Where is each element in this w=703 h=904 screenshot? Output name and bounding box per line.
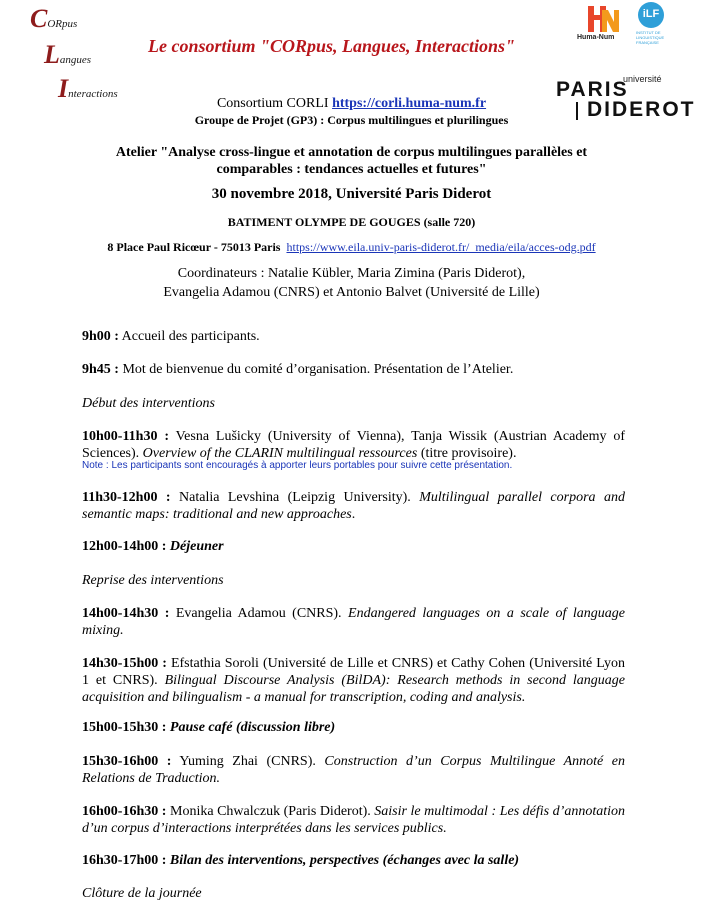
program-item: 16h00-16h30 : Monika Chwalczuk (Paris Diderot). Saisir le multimodal : Les défis d’annotation d’un corpus d’interactions interprétées dans les services publics. <box>82 804 625 836</box>
coordinators: Coordinateurs : Natalie Kübler, Maria Zimina (Paris Diderot), Evangelia Adamou (CNRS) et Antonio Balvet (Université de Lille) <box>163 266 540 300</box>
consortium-title: Le consortium "CORpus, Langues, Interactions" <box>148 36 516 56</box>
closing-label: Clôture de la journée <box>82 886 202 901</box>
section-label: Début des interventions <box>82 396 215 411</box>
paris-diderot-diderot: DIDEROT <box>587 98 696 121</box>
corli-logo-line-3: Interactions <box>58 74 118 103</box>
ilf-logo: iLF <box>638 2 664 28</box>
corli-logo-line-2: Langues <box>44 40 92 69</box>
program-item: 16h30-17h00 : Bilan des interventions, perspectives (échanges avec la salle) <box>82 853 520 868</box>
ilf-subtitle: INSTITUT DE LINGUISTIQUE FRANÇAISE <box>636 30 665 45</box>
program-item: 15h00-15h30 : Pause café (discussion libre) <box>82 720 336 735</box>
paris-diderot-universite: université <box>623 74 662 84</box>
paris-diderot-paris: PARIS <box>556 78 629 101</box>
huma-num-label: Huma-Num <box>577 34 615 41</box>
access-map-link[interactable]: https://www.eila.univ-paris-diderot.fr/_media/eila/acces-odg.pdf <box>286 240 596 254</box>
program-item: 14h30-15h00 : Efstathia Soroli (Université de Lille et CNRS) et Cathy Cohen (Université Lyon 1 et CNRS). Bilingual Discourse Analysis (BilDA): Research methods in second language acquisition and bilingualism - a manual for transcription, coding and analysis. <box>82 656 626 705</box>
workshop-title: Atelier "Analyse cross-lingue et annotation de corpus multilingues parallèles et comparables : tendances actuelles et futures" <box>115 145 588 177</box>
corli-logo-line-1: CORpus <box>30 4 78 33</box>
program-note: Note : Les participants sont encouragés à apporter leurs portables pour suivre cette présentation. <box>82 460 513 471</box>
section-label: Reprise des interventions <box>82 573 224 588</box>
program-item: 14h00-14h30 : Evangelia Adamou (CNRS). Endangered languages on a scale of language mixing. <box>82 606 625 638</box>
address-line: 8 Place Paul Ricœur - 75013 Paris https://www.eila.univ-paris-diderot.fr/_media/eila/acces-odg.pdf <box>107 240 596 254</box>
program-item: 12h00-14h00 : Déjeuner <box>82 539 224 554</box>
program-item: 9h00 : Accueil des participants. <box>82 329 260 344</box>
program-item: 9h45 : Mot de bienvenue du comité d’organisation. Présentation de l’Atelier. <box>82 362 514 377</box>
project-group: Groupe de Projet (GP3) : Corpus multilingues et plurilingues <box>194 113 509 127</box>
program-item: 15h30-16h00 : Yuming Zhai (CNRS). Construction d’un Corpus Multilingue Annoté en Relations de Traduction. <box>82 754 625 786</box>
consortium-line: Consortium CORLI https://corli.huma-num.fr <box>216 96 487 111</box>
program-item: 11h30-12h00 : Natalia Levshina (Leipzig University). Multilingual parallel corpora and semantic maps: traditional and new approaches. <box>82 490 625 522</box>
event-date: 30 novembre 2018, Université Paris Diderot <box>211 186 492 202</box>
program-item: 10h00-11h30 : Vesna Lušicky (University of Vienna), Tanja Wissik (Austrian Academy of Sciences). Overview of the CLARIN multilingual ressources (titre provisoire). <box>82 429 625 461</box>
huma-num-logo <box>578 4 628 38</box>
building: BATIMENT OLYMPE DE GOUGES (salle 720) <box>227 215 476 229</box>
corli-link[interactable]: https://corli.huma-num.fr <box>332 96 487 111</box>
